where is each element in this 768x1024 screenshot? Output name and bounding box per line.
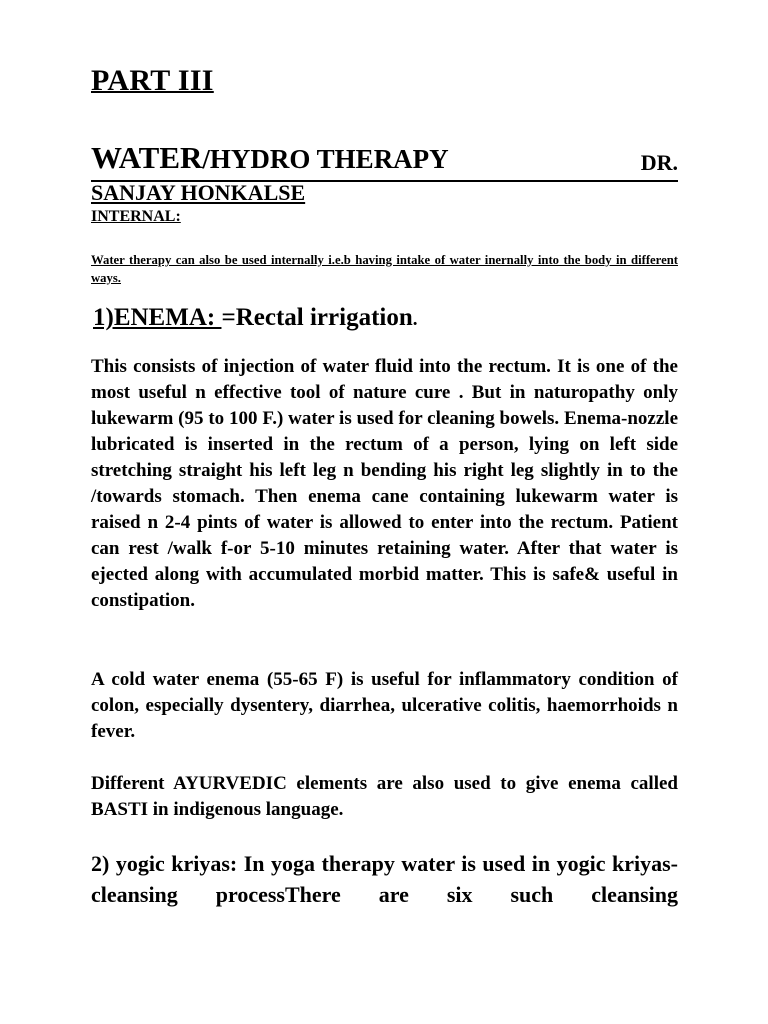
heading-hydro-therapy: /HYDRO THERAPY bbox=[202, 144, 449, 174]
enema-heading bbox=[93, 304, 418, 332]
chapter-heading bbox=[91, 140, 678, 182]
enema-definition: =Rectal irrigation bbox=[221, 304, 413, 331]
part-title: PART III bbox=[91, 64, 214, 97]
yogic-kriyas-paragraph: 2) yogic kriyas: In yoga therapy water is used in yogic kriyas-cleansing processThere are six such cleansing bbox=[91, 851, 678, 907]
intro-paragraph: Water therapy can also be used internally i.e.b having intake of water inernally into the body in different ways. bbox=[91, 253, 678, 285]
section-subheading: INTERNAL: bbox=[91, 208, 181, 225]
basti-paragraph: Different AYURVEDIC elements are also used to give enema called BASTI in indigenous language. bbox=[91, 773, 678, 820]
heading-dr: DR. bbox=[640, 150, 678, 175]
enema-description-paragraph: This consists of injection of water fluid into the rectum. It is one of the most useful n effective tool of nature cure . But in naturopathy only lukewarm (95 to 100 F.) water is used for cleaning bowels. Enema-nozzle lubricated is inserted in the rectum of a person, lying on left side stretching straight his left leg n bending his right leg slightly in to the /towards stomach. Then enema cane containing lukewarm water is raised n 2-4 pints of water is allowed to enter into the rectum. Patient can rest /walk f-or 5-10 minutes retaining water. After that water is ejected along with accumulated morbid matter. This is safe& useful in constipation. bbox=[91, 356, 678, 611]
cold-enema-paragraph: A cold water enema (55-65 F) is useful for inflammatory condition of colon, especially dysentery, diarrhea, ulcerative colitis, haemorrhoids n fever. bbox=[91, 669, 678, 742]
enema-label: 1)ENEMA: bbox=[93, 304, 222, 331]
enema-period: . bbox=[412, 309, 418, 330]
author-name: SANJAY HONKALSE bbox=[91, 180, 306, 205]
heading-water: WATER bbox=[91, 140, 203, 175]
